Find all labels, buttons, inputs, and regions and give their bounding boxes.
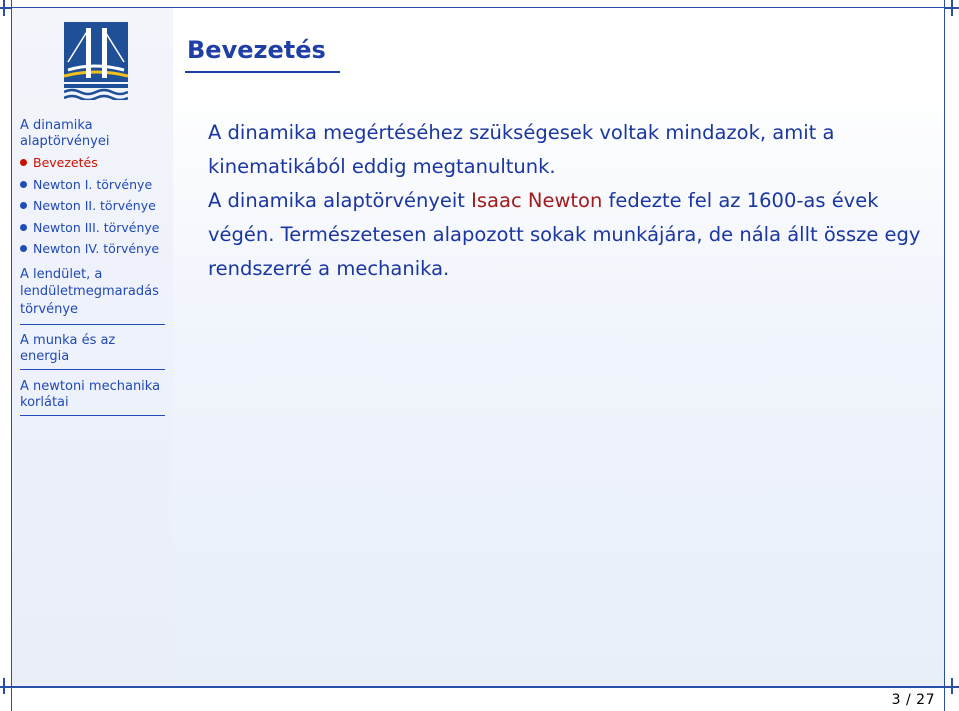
bridge-logo-icon (64, 22, 128, 100)
bullet-icon (20, 181, 27, 188)
paragraph-2-start: A dinamika alaptörvényeit (208, 189, 472, 212)
sidebar-section-newtoni-korlatai[interactable]: A newtoni mechanika korlátai (20, 379, 165, 416)
paragraph-2-end: fedezte fel az 1600-as évek végén. Természetesen alapozott sokak munkájára, de nála állt össze egy rendszerré a mechanika. (208, 189, 921, 280)
frame-tick (3, 678, 5, 694)
frame-line-bottom (0, 686, 959, 688)
bullet-icon (20, 245, 27, 252)
sidebar-item-label: Bevezetés (33, 155, 98, 170)
paragraph-2 (208, 184, 928, 286)
sidebar-nav (20, 118, 165, 425)
paragraph-1: A dinamika megértéséhez szükségesek voltak mindazok, amit a kinematikából eddig megtanultunk. (208, 121, 835, 178)
bullet-icon (20, 202, 27, 209)
sidebar-item-newton-1[interactable] (20, 174, 165, 196)
slide-content (173, 8, 944, 686)
frame-tick (3, 0, 5, 16)
page-title: Bevezetés (185, 35, 340, 73)
sidebar-item-label: Newton I. törvénye (33, 176, 153, 192)
sidebar-item-newton-2[interactable] (20, 195, 165, 217)
sidebar-item-lendulet[interactable]: A lendület, a lendületmegmaradás törvénye (20, 266, 159, 317)
frame-tick (951, 678, 953, 694)
sidebar-section-dinamika[interactable]: A dinamika alaptörvényei (20, 118, 110, 149)
sidebar-item-bevezetes[interactable] (20, 152, 165, 174)
sidebar (12, 8, 173, 686)
sidebar-item-label: Newton III. törvénye (33, 219, 160, 235)
slide (12, 8, 944, 686)
highlight-name: Isaac Newton (471, 189, 603, 212)
frame-line-right (944, 0, 945, 711)
sidebar-item-label: Newton IV. törvénye (33, 241, 160, 256)
sidebar-item-label: Newton II. törvénye (33, 198, 156, 213)
page-number: 3 / 27 (891, 692, 935, 708)
sidebar-item-newton-4[interactable] (20, 238, 165, 260)
sidebar-item-newton-3[interactable] (20, 217, 165, 239)
bullet-icon (20, 159, 27, 166)
sidebar-section-dinamika-items (20, 152, 165, 325)
bullet-icon (20, 224, 27, 231)
slide-body (208, 116, 928, 286)
sidebar-section-munka-energia[interactable]: A munka és az energia (20, 333, 165, 370)
frame-tick (951, 0, 953, 16)
